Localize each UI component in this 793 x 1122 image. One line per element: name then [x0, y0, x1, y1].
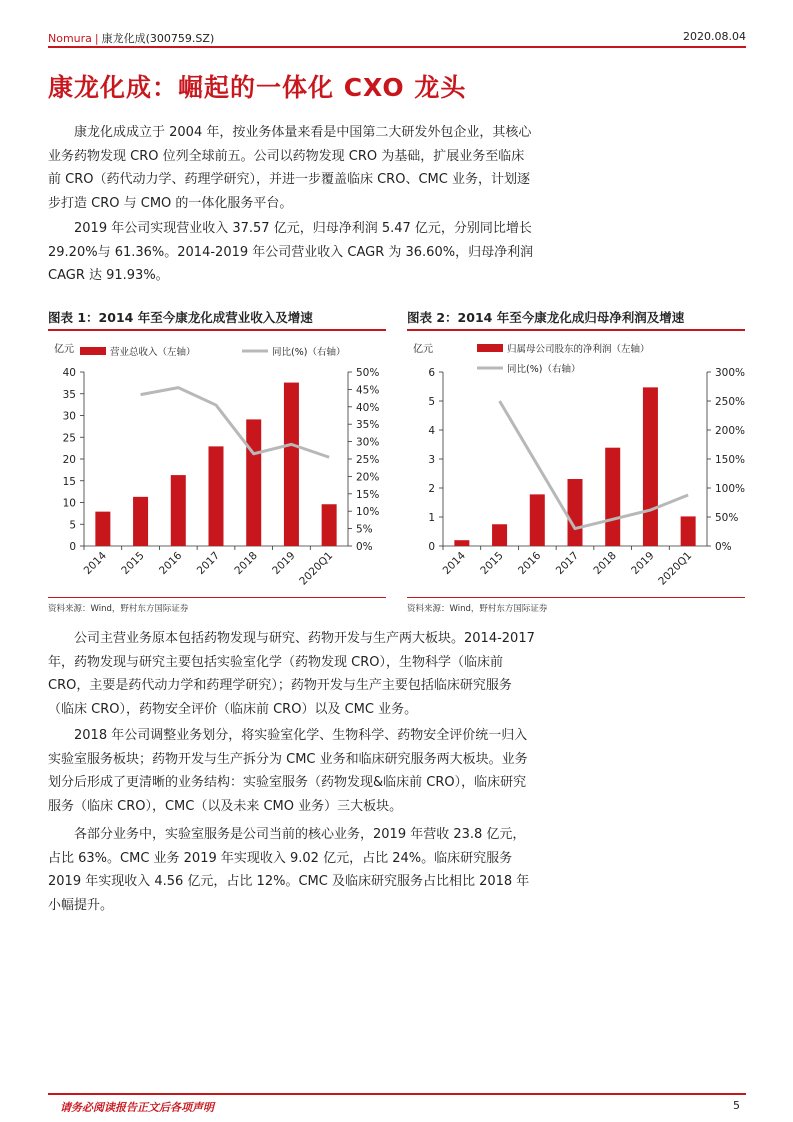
left-axis-tick-label: 2 — [428, 483, 435, 495]
legend-bar-swatch — [477, 344, 503, 352]
paragraph-intro: 康龙化成成立于 2004 年，按业务体量来看是中国第二大研发外包企业，其核心业务药物发现 CRO 位列全球前五。公司以药物发现 CRO 为基础，扩展业务至临床前 CRO（药代动力学、药理学研究），并进一步覆盖临床 CRO、CMC 业务，计划逐步打造 CRO 与 CMO 的一体化服务平台。 — [48, 125, 532, 211]
left-axis-tick-label: 5 — [69, 519, 76, 532]
right-axis-tick-label: 250% — [715, 396, 746, 408]
right-axis-tick-label: 200% — [715, 425, 746, 437]
x-tick-label: 2017 — [553, 549, 582, 578]
bar-2020Q1 — [322, 504, 337, 546]
right-axis-tick-label: 35% — [356, 419, 380, 432]
x-tick-label: 2018 — [591, 549, 619, 578]
left-axis-unit: 亿元 — [413, 344, 433, 355]
bar-2014 — [454, 540, 469, 546]
disclaimer-note: 请务必阅读报告正文后各项声明 — [60, 1101, 214, 1114]
x-tick-label: 2014 — [81, 549, 109, 578]
bar-2019 — [284, 383, 299, 546]
paragraph-segment-share: 各部分业务中，实验室服务是公司当前的核心业务，2019 年营收 23.8 亿元，占比 63%。CMC 业务 2019 年实现收入 9.02 亿元，占比 24%。临床研究服务 2019 年实现收入 4.56 亿元，占比 12%。CMC 及临床研究服务占比相比 2018 年小幅提升。 — [48, 827, 530, 913]
x-tick-label: 2019 — [270, 549, 298, 578]
legend-bar-swatch — [80, 347, 106, 355]
x-tick-label: 2017 — [194, 549, 223, 578]
paragraph-financials: 2019 年公司实现营业收入 37.57 亿元，归母净利润 5.47 亿元，分别同比增长 29.20%与 61.36%。2014-2019 年公司营业收入 CAGR 为 36.60%，归母净利润 CAGR 达 91.93%。 — [48, 221, 534, 283]
right-axis-tick-label: 15% — [356, 488, 380, 501]
bar-2014 — [95, 512, 110, 546]
page-header — [48, 27, 746, 48]
bar-2015 — [133, 497, 148, 546]
x-tick-label: 2019 — [629, 549, 657, 578]
bar-2016 — [171, 475, 186, 546]
legend-bar-label: 归属母公司股东的净利润（左轴） — [507, 344, 650, 355]
page-number: 5 — [733, 1099, 740, 1112]
figure2-source: 资料来源：Wind，野村东方国际证券 — [407, 604, 548, 614]
right-axis-tick-label: 5% — [356, 523, 373, 536]
bar-2018 — [246, 419, 261, 546]
left-axis-tick-label: 35 — [62, 388, 76, 401]
x-tick-label: 2015 — [119, 549, 147, 578]
figure1-bottom-rule — [48, 597, 386, 598]
bar-2020Q1 — [681, 516, 696, 546]
bar-2017 — [209, 446, 224, 546]
bar-2018 — [605, 448, 620, 546]
left-axis-tick-label: 20 — [62, 454, 76, 466]
right-axis-tick-label: 50% — [715, 512, 739, 524]
left-axis-tick-label: 0 — [69, 541, 76, 553]
page-footer — [48, 1093, 746, 1114]
right-axis-tick-label: 25% — [356, 454, 380, 466]
right-axis-tick-label: 20% — [356, 471, 380, 484]
bar-2017 — [568, 479, 583, 546]
page-title: 康龙化成：崛起的一体化 CXO 龙头 — [48, 73, 467, 102]
left-axis-tick-label: 3 — [428, 454, 435, 466]
left-axis-tick-label: 6 — [428, 367, 435, 379]
figure2-rule — [407, 329, 745, 331]
left-axis-tick-label: 5 — [428, 396, 435, 408]
legend-line-label: 同比(%)（右轴） — [507, 364, 581, 375]
growth-line — [500, 401, 689, 529]
paragraph-business-original: 公司主营业务原本包括药物发现与研究、药物开发与生产两大板块。2014-2017 年，药物发现与研究主要包括实验室化学（药物发现 CRO），生物科学（临床前 CRO，主要是药代动力学和药理学研究）；药物开发与生产主要包括临床研究服务（临床 CRO），药物安全评价（临床前 CRO）以及 CMC 业务。 — [48, 631, 535, 717]
figure1-title: 图表 1：2014 年至今康龙化成营业收入及增速 — [48, 310, 313, 325]
figure1-rule — [48, 329, 386, 331]
bar-2015 — [492, 524, 507, 546]
figure1-source: 资料来源：Wind，野村东方国际证券 — [48, 604, 189, 614]
right-axis-tick-label: 300% — [715, 367, 746, 379]
left-axis-tick-label: 0 — [428, 541, 435, 553]
left-axis-tick-label: 4 — [428, 425, 435, 437]
report-date: 2020.08.04 — [683, 30, 746, 43]
left-axis-tick-label: 30 — [62, 410, 76, 423]
right-axis-tick-label: 45% — [356, 384, 380, 397]
x-tick-label: 2016 — [516, 549, 544, 578]
right-axis-tick-label: 0% — [715, 541, 732, 553]
left-axis-tick-label: 25 — [62, 432, 76, 445]
x-tick-label: 2016 — [157, 549, 185, 578]
legend-bar-label: 营业总收入（左轴） — [110, 347, 196, 358]
revenue-chart — [46, 334, 388, 596]
net-profit-chart — [405, 334, 747, 596]
right-axis-tick-label: 30% — [356, 436, 380, 449]
left-axis-tick-label: 15 — [62, 475, 76, 488]
bar-2019 — [643, 387, 658, 546]
legend-line-label: 同比(%)（右轴） — [272, 347, 346, 358]
paragraph-business-2018: 2018 年公司调整业务划分，将实验室化学、生物科学、药物安全评价统一归入实验室服务板块；药物开发与生产拆分为 CMC 业务和临床研究服务两大板块。业务划分后形成了更清晰的业务结构：实验室服务（药物发现&临床前 CRO），临床研究服务（临床 CRO），CMC（以及未来 CMO 业务）三大板块。 — [48, 728, 528, 814]
bar-2016 — [530, 494, 545, 546]
x-tick-label: 2015 — [478, 549, 506, 578]
figure2-title: 图表 2：2014 年至今康龙化成归母净利润及增速 — [407, 310, 685, 325]
growth-line — [141, 388, 330, 458]
right-axis-tick-label: 40% — [356, 401, 380, 414]
right-axis-tick-label: 10% — [356, 506, 380, 519]
figure2-bottom-rule — [407, 597, 745, 598]
x-tick-label: 2014 — [440, 549, 468, 578]
left-axis-tick-label: 40 — [62, 367, 76, 379]
x-tick-label: 2018 — [232, 549, 260, 578]
left-axis-unit: 亿元 — [54, 344, 74, 355]
header-left — [48, 30, 214, 46]
right-axis-tick-label: 0% — [356, 541, 373, 553]
company-ticker: 康龙化成(300759.SZ) — [101, 32, 215, 45]
x-tick-label: 2020Q1 — [297, 549, 336, 588]
left-axis-tick-label: 1 — [428, 512, 435, 524]
right-axis-tick-label: 50% — [356, 367, 380, 379]
right-axis-tick-label: 150% — [715, 454, 746, 466]
header-separator: | — [94, 32, 99, 45]
right-axis-tick-label: 100% — [715, 483, 746, 495]
brand-name: Nomura — [48, 32, 92, 45]
left-axis-tick-label: 10 — [62, 497, 76, 510]
x-tick-label: 2020Q1 — [656, 549, 695, 588]
